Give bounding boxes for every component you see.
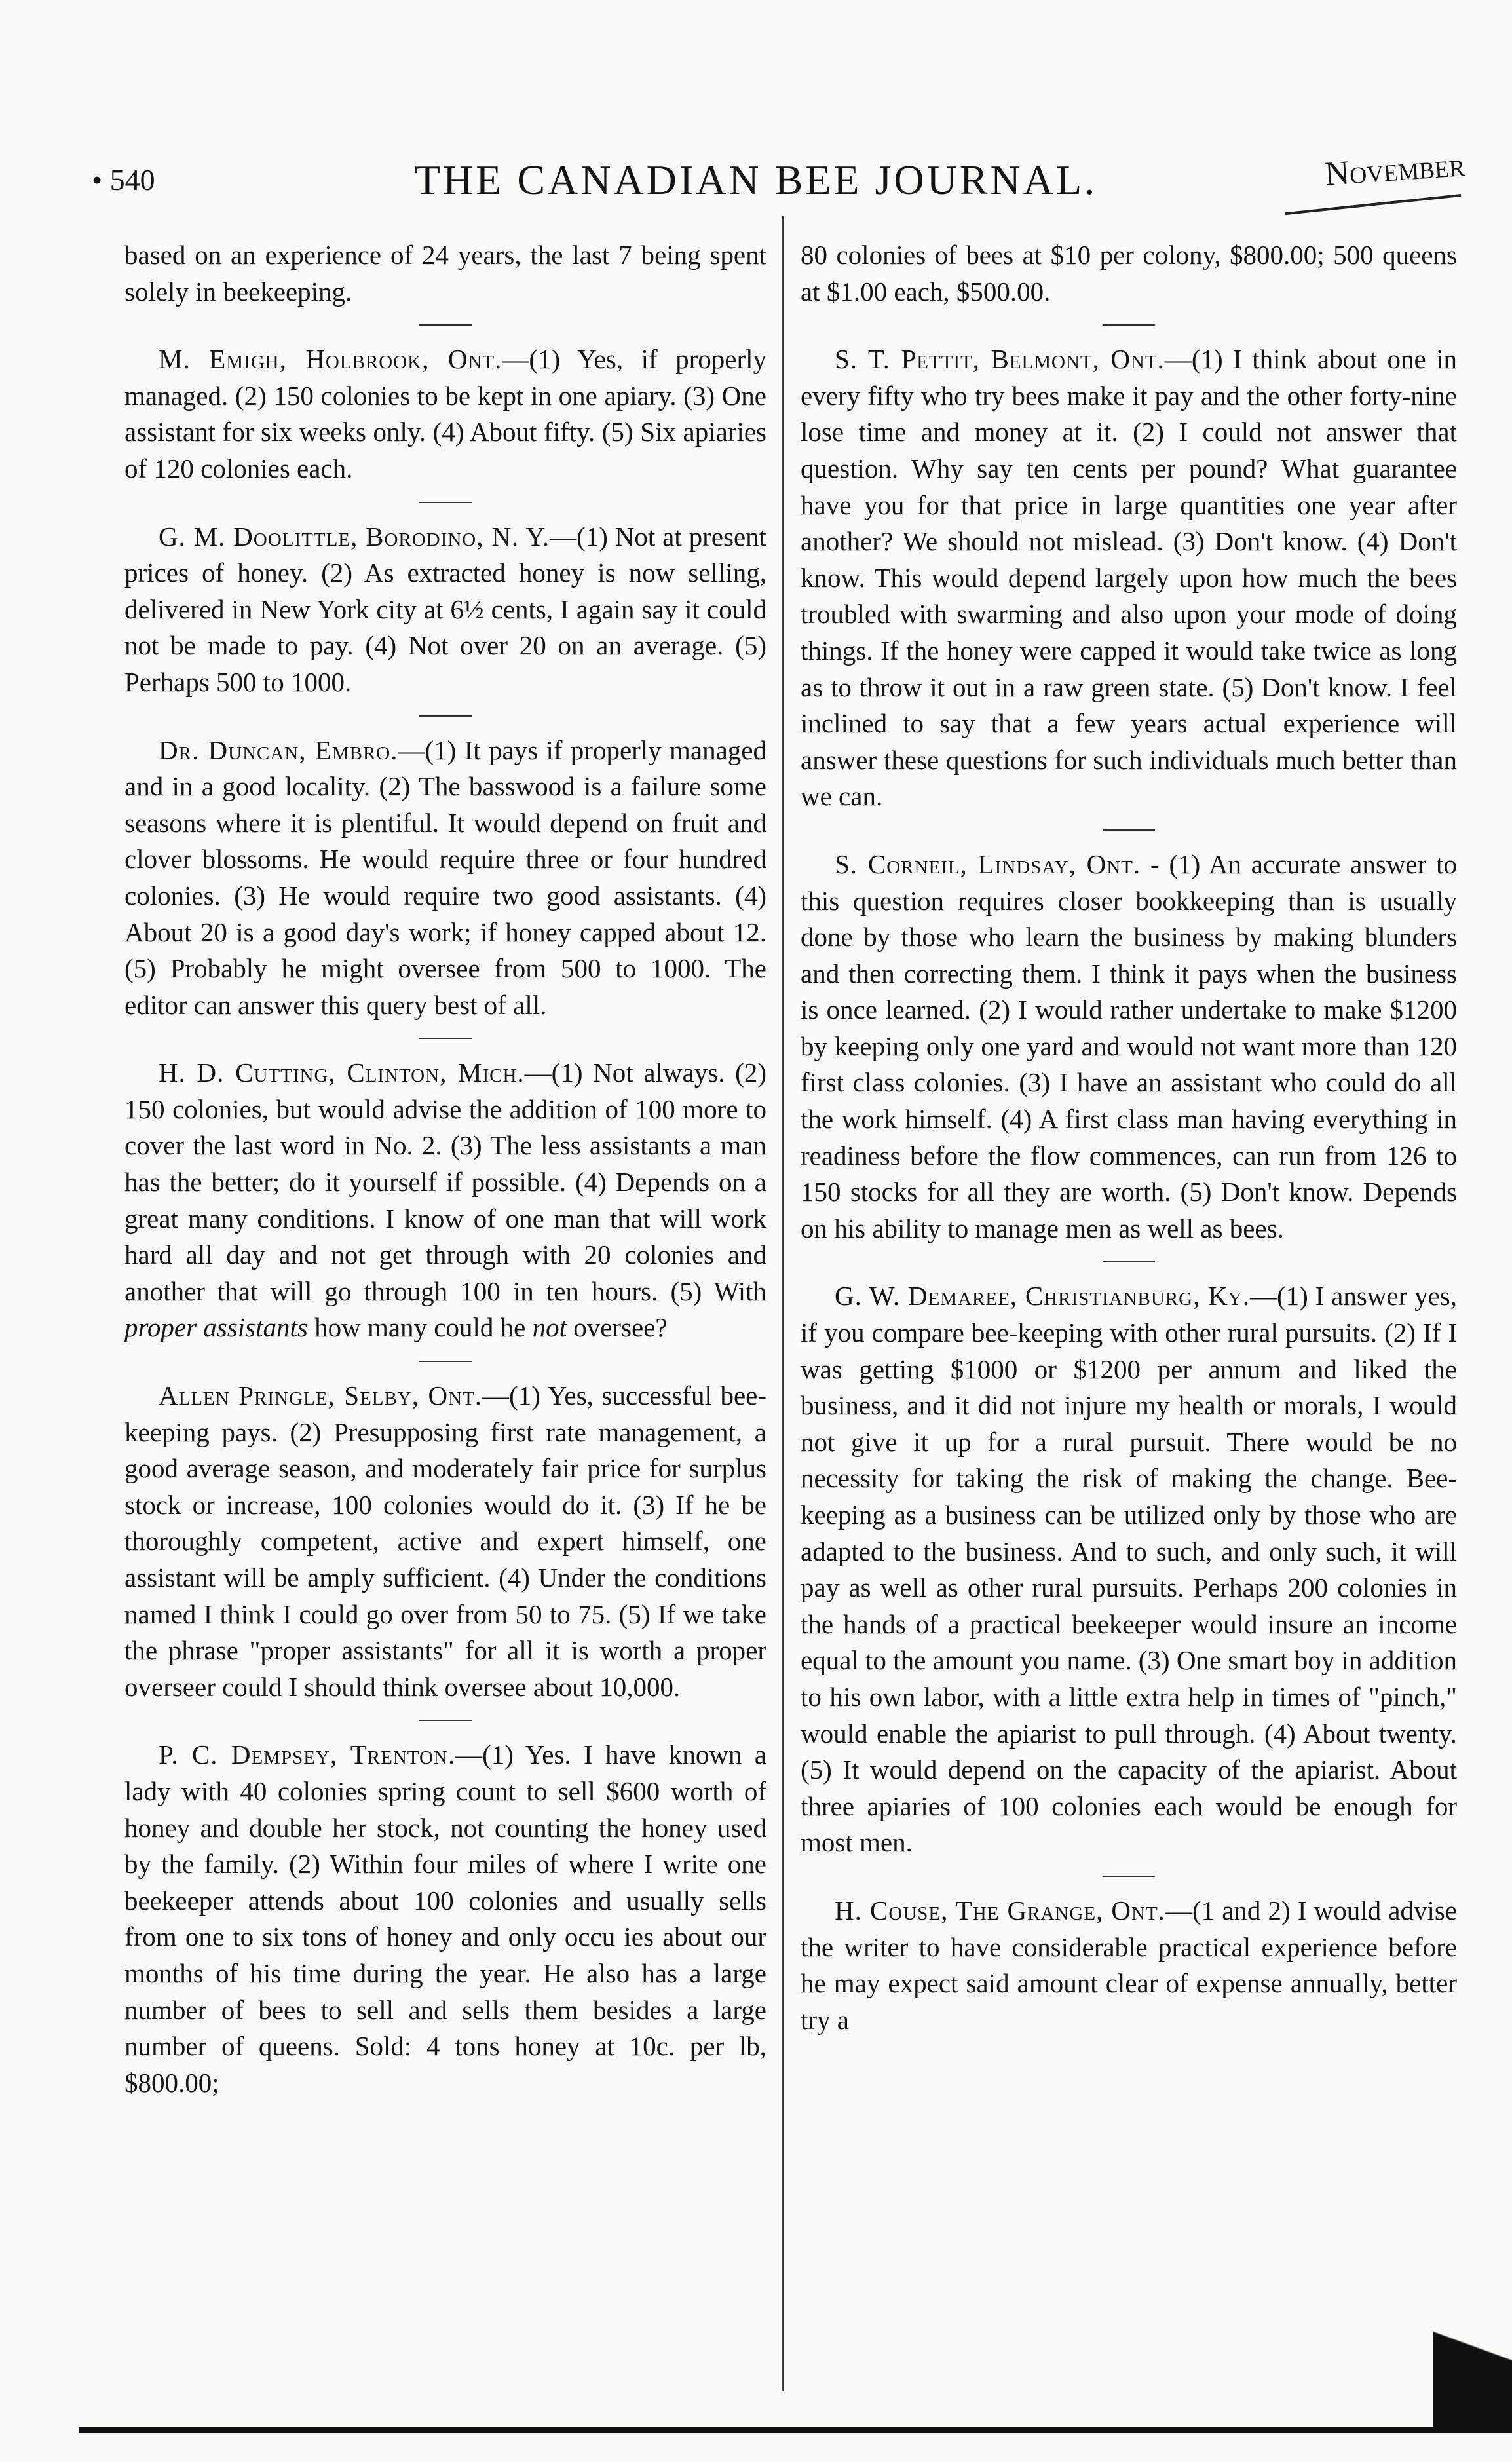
entry-separator	[419, 1038, 472, 1039]
correspondent-name: H. Couse, The Grange, Ont.	[835, 1895, 1165, 1925]
reply-text: —(1) Yes, successful bee-keeping pays. (2) Presupposing first rate management, a good average season, and moderately fair price for surplus stock or increase, 100 colonies would do it. (3) If he be thoroughly competent, active and expert himself, one assistant will be amply sufficient. (4) Under the conditions named I think I could go over from 50 to 75. (5) If we take the phrase "proper assistants" for all it is worth a proper overseer could I should think oversee about 10,000.	[124, 1380, 766, 1702]
correspondent-name: S. Corneil, Lindsay, Ont.	[835, 848, 1141, 879]
italic-phrase: not	[532, 1312, 567, 1343]
reply-entry	[124, 1378, 766, 1705]
reply-entry	[801, 846, 1457, 1247]
correspondent-name: Dr. Duncan, Embro.	[159, 734, 398, 765]
reply-entry	[124, 1055, 766, 1346]
reply-text: —(1) It pays if properly managed and in a good locality. (2) The basswood is a failure some seasons where it is plentiful. It would depend on fruit and clover blossoms. He would require three or four hundred colonies. (3) He would require two good assistants. (4) About 20 is a good day's work; if honey capped about 12. (5) Probably he might oversee from 500 to 1000. The editor can answer this query best of all.	[124, 734, 766, 1020]
entry-separator	[419, 324, 472, 326]
reply-text: —(1) Yes. I have known a lady with 40 colonies spring count to sell $600 worth of honey and double her stock, not counting the honey used by the family. (2) Within four miles of where I write one beekeeper attends about 100 colonies and usually sells from one to six tons of honey and only occu ies about our months of his time during the year. He also has a large number of bees to sell and sells them besides a large number of queens. Sold: 4 tons honey at 10c. per lb, $800.00;	[124, 1739, 766, 2098]
reply-text: —(1) Not at present prices of honey. (2) As extracted honey is now selling, delivered in New York city at 6½ cents, I again say it could not be made to pay. (4) Not over 20 on an average. (5) Perhaps 500 to 1000.	[124, 521, 767, 697]
entry-separator	[419, 502, 472, 503]
correspondent-name: M. Emigh, Holbrook, Ont.	[159, 344, 502, 375]
reply-text: —(1 and 2) I would advise the writer to have considerable practical experience before he may expect said amount clear of expense annually, better try a	[801, 1895, 1457, 2035]
column-divider	[782, 216, 784, 2391]
entry-separator	[1103, 829, 1155, 831]
correspondent-name: P. C. Dempsey, Trenton.	[159, 1739, 456, 1770]
reply-entry	[801, 1893, 1457, 2038]
entry-separator	[1103, 1876, 1155, 1877]
reply-text: —(1) I think about one in every fifty who try bees make it pay and the other forty-nine lose time and money at it. (2) I could not answer that question. Why say ten cents per pound? What guarantee have you for that price in large quantities one year after another? We should not mislead. (3) Don't know. (4) Don't know. This would depend largely upon how much the bees troubled with swarming and also upon your mode of doing things. If the honey were capped it would take twice as long as to throw it out in a raw green state. (5) Don't know. I feel inclined to say that a few years actual experience will answer these questions for such individuals much better than we can.	[801, 344, 1457, 812]
page-number: • 540	[92, 163, 155, 197]
reply-entry	[124, 519, 766, 701]
entry-separator	[419, 1361, 472, 1362]
entry-separator	[419, 1720, 472, 1721]
reply-text: —(1) Yes, if properly managed. (2) 150 colonies to be kept in one apiary. (3) One assistant for six weeks only. (4) About fifty. (5) Six apiaries of 120 colonies each.	[124, 344, 767, 483]
reply-entry	[801, 1278, 1457, 1861]
correspondent-name: G. M. Doolittle, Borodino, N. Y.	[159, 521, 550, 552]
reply-text: how many could he	[307, 1312, 533, 1343]
correspondent-name: Allen Pringle, Selby, Ont.	[159, 1380, 483, 1411]
reply-text: oversee?	[566, 1312, 668, 1343]
reply-text: —(1) Not always. (2) 150 colonies, but would advise the addition of 100 more to cover the last word in No. 2. (3) The less assistants a man has the better; do it yourself if possible. (4) Depends on a great many conditions. I know of one man that will work hard all day and not get through with 20 colonies and another that will go through 100 in ten hours. (5) With	[124, 1057, 766, 1306]
correspondent-name: S. T. Pettit, Belmont, Ont.	[835, 344, 1165, 375]
left-column	[124, 237, 766, 2101]
continued-paragraph: based on an experience of 24 years, the last 7 being spent solely in beekeeping.	[124, 240, 766, 307]
correspondent-name: G. W. Demaree, Christianburg, Ky.	[835, 1281, 1251, 1312]
entry-separator	[1103, 1261, 1155, 1262]
entry-separator	[419, 715, 472, 717]
italic-phrase: proper assistants	[124, 1312, 308, 1343]
reply-text: - (1) An accurate answer to this question requires closer bookkeeping than is usually done by those who learn the business by making blunders and then correcting them. I think it pays when the business is once learned. (2) I would rather undertake to make $1200 by keeping only one yard and would not want more than 120 first class colonies. (3) I have an assistant who could do all the work himself. (4) A first class man having everything in readiness before the flow commences, can run from 126 to 150 stocks for all they are worth. (5) Don't know. Depends on his ability to manage men as well as bees.	[801, 848, 1457, 1243]
reply-entry	[124, 1737, 766, 2101]
corner-blot	[1433, 2293, 1512, 2431]
right-column	[801, 237, 1457, 2038]
correspondent-name: H. D. Cutting, Clinton, Mich.	[159, 1057, 525, 1088]
reply-entry	[801, 341, 1457, 815]
reply-text: —(1) I answer yes, if you compare bee-keeping with other rural pursuits. (2) If I was getting $1000 or $1200 per annum and liked the business, and it did not injure my health or morals, I would not give it up for a rural pursuit. There would be no necessity for taking the risk of making the change. Bee-keeping as a business can be utilized only by those who are adapted to the business. And to such, and only such, it will pay as well as other rural pursuits. Perhaps 200 colonies in the hands of a practical beekeeper would insure an income equal to the amount you name. (3) One smart boy in addition to his own labor, with a little extra help in times of "pinch," would enable the apiarist to pull through. (4) About twenty. (5) It would depend on the capacity of the apiarist. About three apiaries of 100 colonies each would be enough for most men.	[801, 1281, 1457, 1858]
entry-separator	[1103, 324, 1155, 326]
reply-entry	[124, 732, 766, 1024]
continued-paragraph: 80 colonies of bees at $10 per colony, $800.00; 500 queens at $1.00 each, $500.00.	[801, 240, 1457, 307]
bottom-page-rule	[79, 2427, 1512, 2433]
reply-entry	[124, 341, 766, 487]
running-head-title: THE CANADIAN BEE JOURNAL.	[414, 157, 1098, 203]
issue-month: November	[1323, 146, 1466, 193]
